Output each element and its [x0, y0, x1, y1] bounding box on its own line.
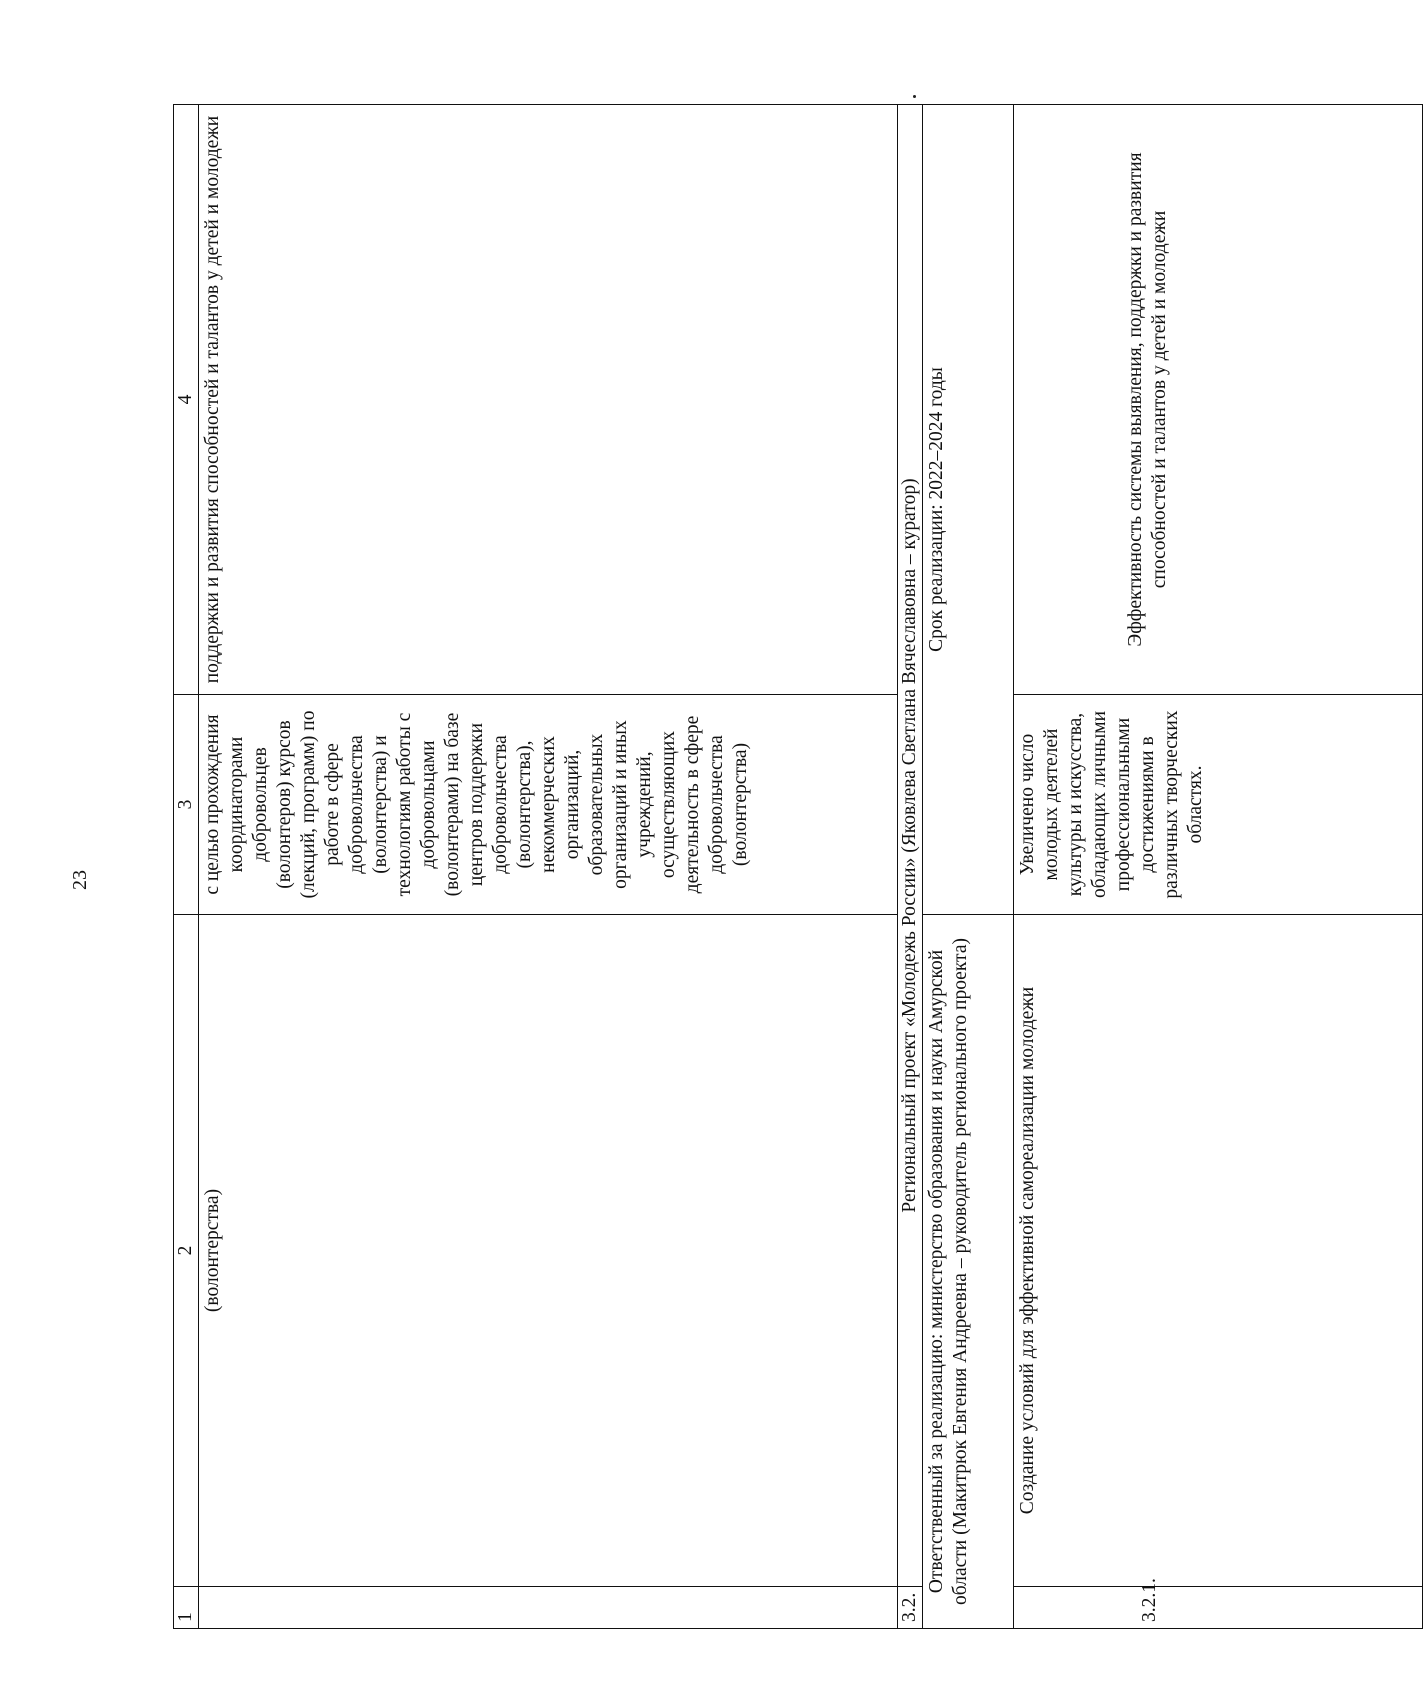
project-row	[898, 105, 923, 1629]
indicator-cell: поддержки и развития способностей и талантов у детей и молодежи	[199, 105, 898, 695]
row-number: 3.2.1.	[1014, 1587, 1423, 1629]
table-row	[199, 105, 898, 1629]
result-cell: с целью прохождения координаторами добровольцев (волонтеров) курсов (лекций, программ) по работе в сфере добровольчества (волонтерства) и технологиям работы с добровольцами (волонтерами) на базе центров поддержки добровольчества (волонтерства), некоммерческих организаций, образовательных организаций и иных учреждений, осуществляющих деятельность в сфере добровольчества (волонтерства)	[199, 695, 898, 915]
header-col-2: 2	[174, 915, 199, 1587]
project-title: Региональный проект «Молодежь России» (Яковлева Светлана Вячеславовна – куратор)	[898, 105, 923, 1587]
project-number: 3.2.	[898, 1587, 923, 1629]
program-table	[173, 104, 1423, 1629]
responsible-cell: Ответственный за реализацию: министерство образования и науки Амурской области (Макитрюк Евгения Андреевна – руководитель регионального проекта)	[923, 915, 1014, 1629]
result-cell: Увеличено число молодых деятелей культуры и искусства, обладающих личными профессиональными достижениями в различных творческих областях.	[1014, 695, 1423, 915]
header-col-3: 3	[174, 695, 199, 915]
header-col-1: 1	[174, 1587, 199, 1629]
indicator-cell: Эффективность системы выявления, поддержки и развития способностей и талантов у детей и молодежи	[1014, 105, 1423, 695]
deadline-cell: Срок реализации: 2022–2024 годы	[923, 105, 1014, 915]
rotated-table-sheet	[173, 105, 1206, 1629]
scan-dot	[913, 95, 916, 98]
event-name-cell: Создание условий для эффективной самореализации молодежи	[1014, 915, 1423, 1587]
responsible-row	[923, 105, 1014, 1629]
header-col-4: 4	[174, 105, 199, 695]
table-header-row	[174, 105, 199, 1629]
table-row	[1014, 105, 1423, 1629]
event-name-cell: (волонтерства)	[199, 915, 898, 1587]
page-number: 23	[68, 870, 91, 890]
row-number	[199, 1587, 898, 1629]
